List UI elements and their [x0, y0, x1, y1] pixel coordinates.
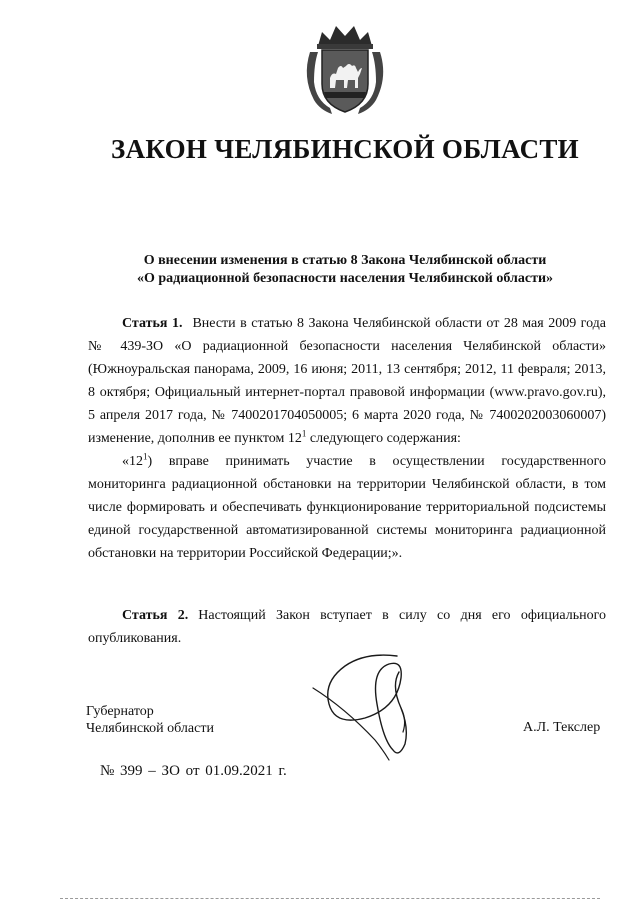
article-1-label: Статья 1.	[122, 316, 183, 331]
article-2-label: Статья 2.	[122, 608, 189, 623]
subject-line-2: «О радиационной безопасности населения Челябинской области»	[136, 271, 554, 286]
law-subject	[0, 252, 640, 288]
law-title: ЗАКОН ЧЕЛЯБИНСКОЙ ОБЛАСТИ	[111, 134, 579, 164]
article-1-text: Внести в статью 8 Закона Челябинской области от 28 мая 2009 года № 439-ЗО «О радиационной безопасности населения Челябинской области» (Южноуральская панорама, 2009, 16 июня; 2011, 13 сентября; 2012, 11 февраля; 2013, 8 октября; Официальный интернет-портал правовой информации (www.pravo.gov.ru), 5 апреля 2017 года, № 7400201704050005; 6 марта 2020 года, № 7400202003060007) изменение, дополнив ее пунктом 12	[88, 316, 606, 446]
quote-superscript: 1	[143, 451, 148, 462]
article-2-text: Настоящий Закон вступает в силу со дня его официального опубликования.	[88, 608, 606, 646]
article-2	[88, 604, 606, 650]
article-1-paragraph	[88, 312, 606, 450]
article-1-superscript: 1	[301, 428, 307, 439]
governor-position	[86, 703, 214, 737]
page-bottom-divider	[60, 898, 600, 900]
article-2-paragraph	[88, 604, 606, 650]
quote-item-number: «12	[122, 454, 143, 469]
position-line-1: Губернатор	[86, 704, 154, 719]
signer-name: А.Л. Текслер	[523, 720, 601, 735]
position-line-2: Челябинской области	[86, 721, 214, 736]
law-number-date: № 399 – ЗО от 01.09.2021 г.	[100, 763, 287, 779]
handwritten-signature-icon	[305, 648, 425, 768]
coat-of-arms-icon	[300, 22, 390, 120]
subject-line-1: О внесении изменения в статью 8 Закона Челябинской области	[143, 253, 547, 268]
quote-text: ) вправе принимать участие в осуществлении государственного мониторинга радиационной обстановки на территории Челябинской области, в том числе формировать и обеспечивать функционирование территориальной подсистемы единой государственной автоматизированной системы мониторинга радиационной обстановки на территории Российской Федерации;».	[88, 454, 606, 561]
article-1	[88, 312, 606, 565]
article-1-quote	[88, 450, 606, 565]
article-1-text-end: следующего содержания:	[306, 431, 461, 446]
